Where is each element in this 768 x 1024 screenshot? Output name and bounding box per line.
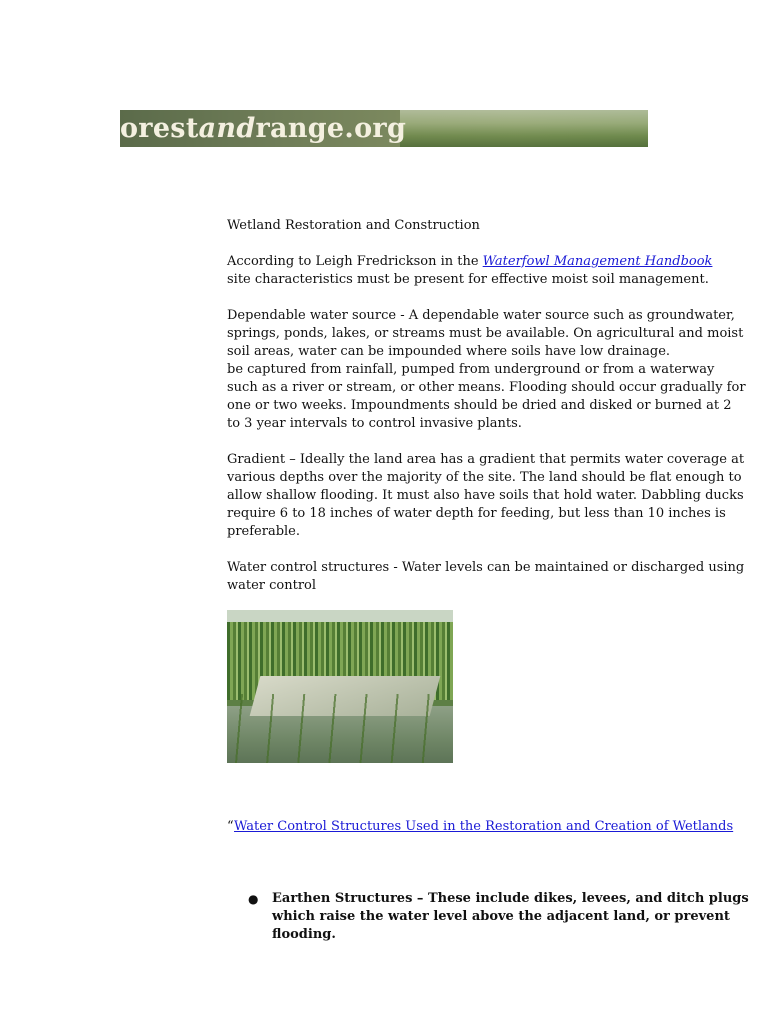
water-control-link-line: “Water Control Structures Used in the Restoration and Creation of Wetlands <box>227 819 734 834</box>
site-logo[interactable]: orestandrange.org <box>120 113 407 144</box>
article-title: Wetland Restoration and Construction <box>227 218 480 233</box>
article-body <box>227 217 747 595</box>
water-control-paragraph: Water control structures - Water levels can be maintained or discharged using water control <box>227 560 745 593</box>
water-source-paragraph: Dependable water source - A dependable water source such as groundwater, springs, ponds, lakes, or streams must be available. On agricultural and moist soil areas, water can be impounded where soils have low drainage. be captured from rainfall, pumped from underground or from a waterway such as a river or stream, or other means. Flooding should occur gradually for one or two weeks. Impoundments should be dried and disked or burned at 2 to 3 year intervals to control invasive plants. <box>227 308 746 431</box>
handbook-link[interactable]: Waterfowl Management Handbook <box>482 254 713 269</box>
site-banner <box>120 110 648 147</box>
water-control-structures-link[interactable]: Water Control Structures Used in the Restoration and Creation of Wetlands <box>234 819 734 834</box>
bullet-text: Earthen Structures – These include dikes, levees, and ditch plugs which raise the water level above the adjacent land, or prevent flooding. <box>272 891 749 942</box>
bullet-icon: ● <box>248 892 259 906</box>
banner-landscape-image <box>400 110 648 147</box>
wetland-photo <box>227 610 453 763</box>
gradient-paragraph: Gradient – Ideally the land area has a gradient that permits water coverage at various depths over the majority of the site. The land should be flat enough to allow shallow flooding. It must also have soils that hold water. Dabbling ducks require 6 to 18 inches of water depth for feeding, but less than 10 inches is preferable. <box>227 452 745 539</box>
intro-paragraph: According to Leigh Fredrickson in the Waterfowl Management Handbook site characteristics must be present for effective moist soil management. <box>227 254 713 287</box>
